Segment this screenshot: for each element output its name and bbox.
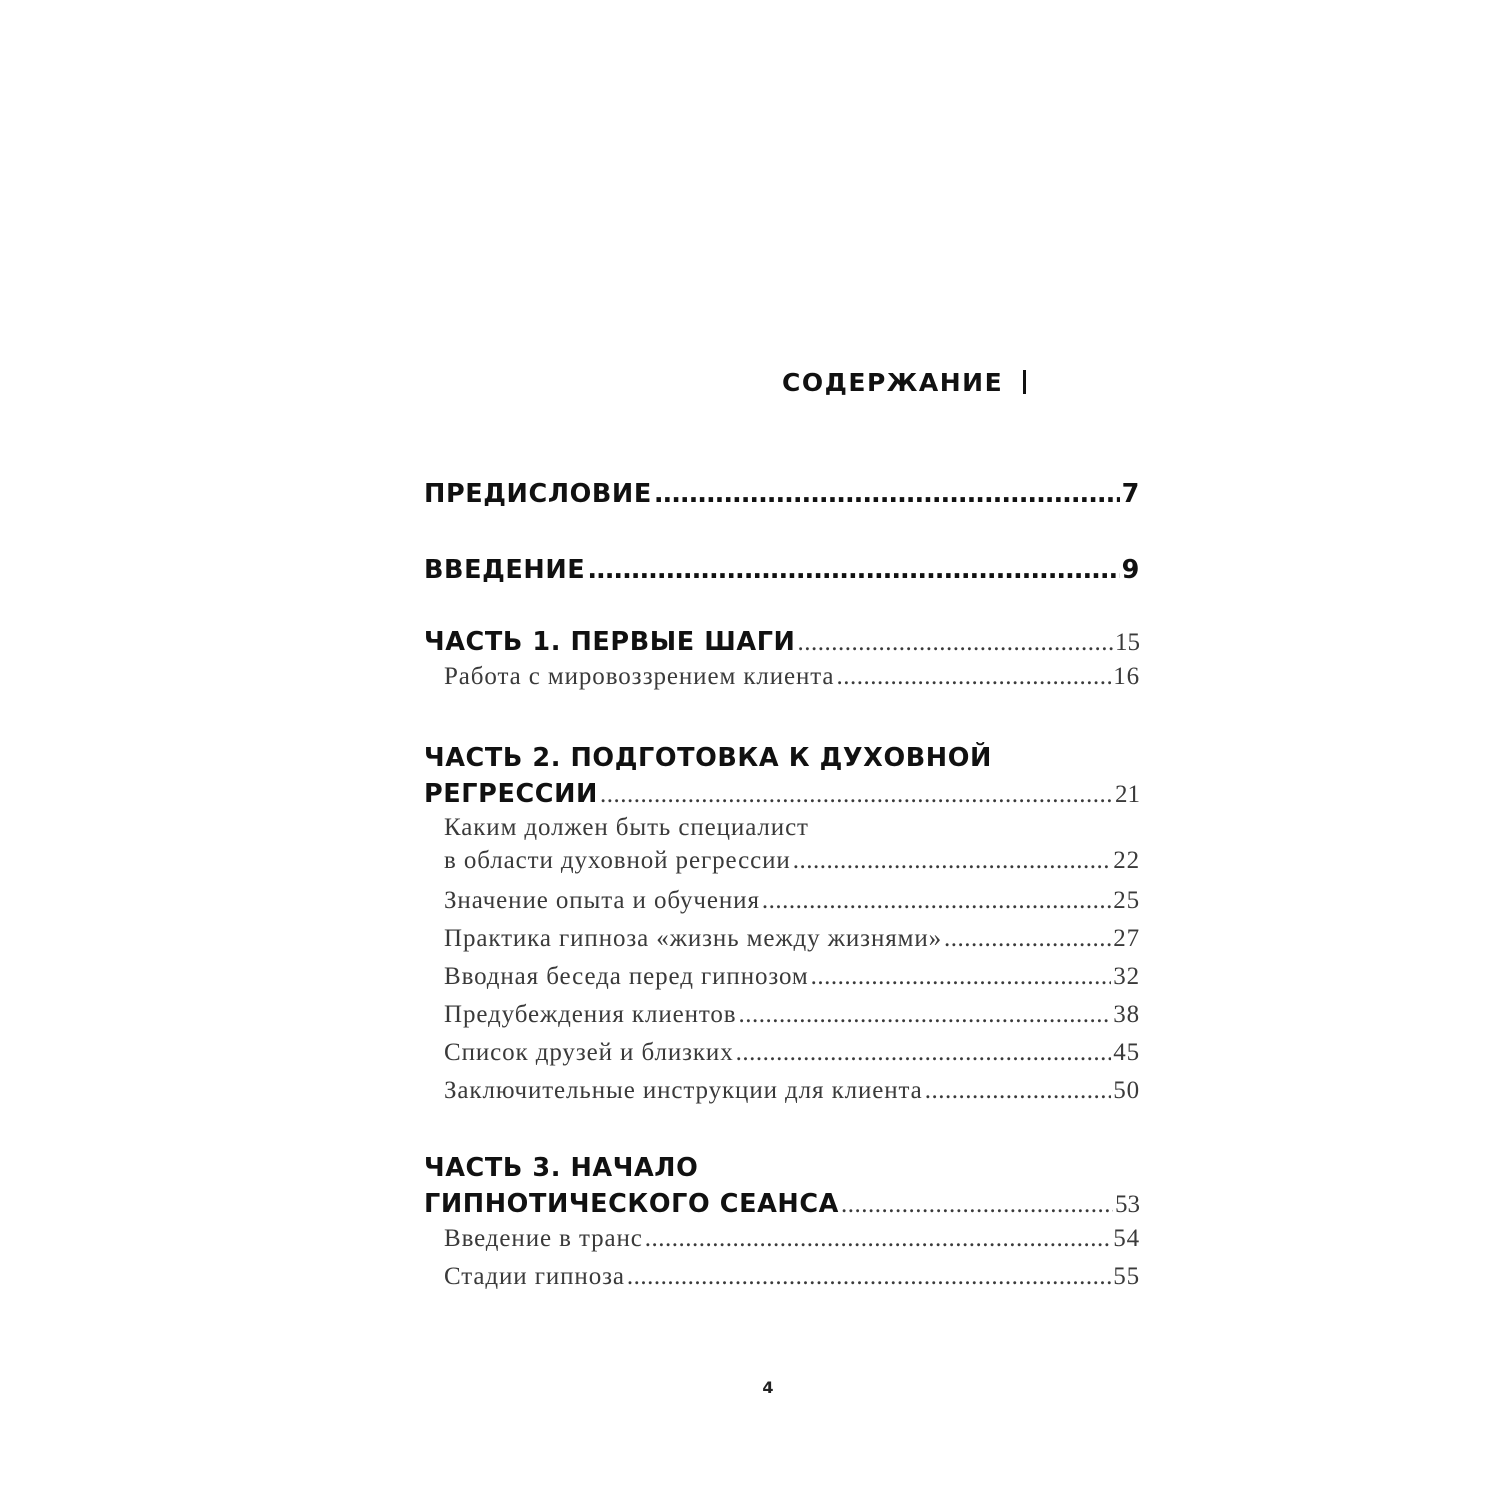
toc-part-heading[interactable] <box>424 1186 1140 1222</box>
dot-leader <box>645 1222 1111 1256</box>
toc-subentry[interactable] <box>444 1222 1140 1260</box>
toc-subentry-label-line1[interactable]: Каким должен быть специалист <box>444 814 809 841</box>
toc-subentry[interactable] <box>444 1260 1140 1298</box>
dot-leader <box>738 998 1111 1032</box>
toc-subentry-label-line2: в области духовной регрессии <box>444 847 791 874</box>
toc-subentry-page: 55 <box>1113 1263 1140 1290</box>
toc-part-label-line2: ГИПНОТИЧЕСКОГО СЕАНСА <box>424 1189 840 1219</box>
toc-subentry[interactable] <box>444 844 1140 884</box>
toc-subentry-page: 16 <box>1113 663 1140 690</box>
toc-part-page: 21 <box>1115 781 1140 808</box>
dot-leader <box>925 1074 1112 1108</box>
toc-part-3 <box>424 1150 1140 1298</box>
toc-entry-page: 9 <box>1121 555 1140 585</box>
toc-part-1 <box>424 624 1140 698</box>
toc-subentry[interactable] <box>444 960 1140 998</box>
page-header <box>782 368 1026 397</box>
toc-part-heading[interactable] <box>424 776 1140 812</box>
toc-entry-label: ВВЕДЕНИЕ <box>424 555 586 585</box>
header-divider-bar <box>1023 370 1026 394</box>
toc-part-page: 53 <box>1115 1191 1140 1218</box>
toc-subentry-page: 38 <box>1113 1001 1140 1028</box>
toc-part-label: ЧАСТЬ 1. ПЕРВЫЕ ШАГИ <box>424 627 796 657</box>
toc-subentry-label: Практика гипноза «жизнь между жизнями» <box>444 925 943 952</box>
toc-subentry[interactable] <box>444 660 1140 698</box>
toc-part-label-line2: РЕГРЕССИИ <box>424 779 598 809</box>
toc-subentry-page: 45 <box>1113 1039 1140 1066</box>
dot-leader <box>811 960 1112 994</box>
toc-subentry-label: Список друзей и близких <box>444 1039 734 1066</box>
toc-subentry-page: 27 <box>1113 925 1140 952</box>
toc-part-2 <box>424 740 1140 1112</box>
toc-subentry[interactable] <box>444 998 1140 1036</box>
page-number: 4 <box>762 1378 774 1397</box>
toc-entry-introduction[interactable] <box>424 552 1140 588</box>
dot-leader <box>600 777 1113 813</box>
toc-subentry-page: 50 <box>1113 1077 1140 1104</box>
dot-leader <box>793 844 1112 878</box>
dot-leader <box>587 552 1119 588</box>
toc-subentry-label: Работа с мировоззрением клиента <box>444 663 835 690</box>
dot-leader <box>762 884 1111 918</box>
toc-subentry[interactable] <box>444 884 1140 922</box>
toc-entry-preface[interactable] <box>424 476 1140 512</box>
toc-subentry-page: 32 <box>1113 963 1140 990</box>
toc-subentry-page: 25 <box>1113 887 1140 914</box>
dot-leader <box>798 625 1113 661</box>
toc-entry-page: 7 <box>1121 479 1140 509</box>
page-title: СОДЕРЖАНИЕ <box>782 368 1004 397</box>
dot-leader <box>841 1187 1113 1223</box>
toc-subentry-label: Введение в транс <box>444 1225 643 1252</box>
toc-part-page: 15 <box>1115 629 1140 656</box>
table-of-contents <box>424 476 1140 1298</box>
toc-part-label-line1[interactable]: ЧАСТЬ 2. ПОДГОТОВКА К ДУХОВНОЙ <box>424 743 992 773</box>
dot-leader <box>736 1036 1112 1070</box>
toc-subentry[interactable] <box>444 1036 1140 1074</box>
toc-part-label-line1[interactable]: ЧАСТЬ 3. НАЧАЛО <box>424 1153 699 1183</box>
dot-leader <box>627 1260 1111 1294</box>
toc-subentry[interactable] <box>444 1074 1140 1112</box>
dot-leader <box>654 476 1120 512</box>
toc-subentry-label: Заключительные инструкции для клиента <box>444 1077 923 1104</box>
dot-leader <box>836 660 1111 694</box>
toc-subentry-page: 22 <box>1113 847 1140 874</box>
toc-subentry[interactable] <box>444 922 1140 960</box>
dot-leader <box>944 922 1111 956</box>
toc-subentry-label: Предубеждения клиентов <box>444 1001 737 1028</box>
toc-entry-label: ПРЕДИСЛОВИЕ <box>424 479 652 509</box>
toc-subentry-page: 54 <box>1113 1225 1140 1252</box>
toc-part-heading[interactable] <box>424 624 1140 660</box>
toc-subentry-label: Стадии гипноза <box>444 1263 625 1290</box>
toc-subentry-label: Вводная беседа перед гипнозом <box>444 963 809 990</box>
toc-subentry-label: Значение опыта и обучения <box>444 887 760 914</box>
